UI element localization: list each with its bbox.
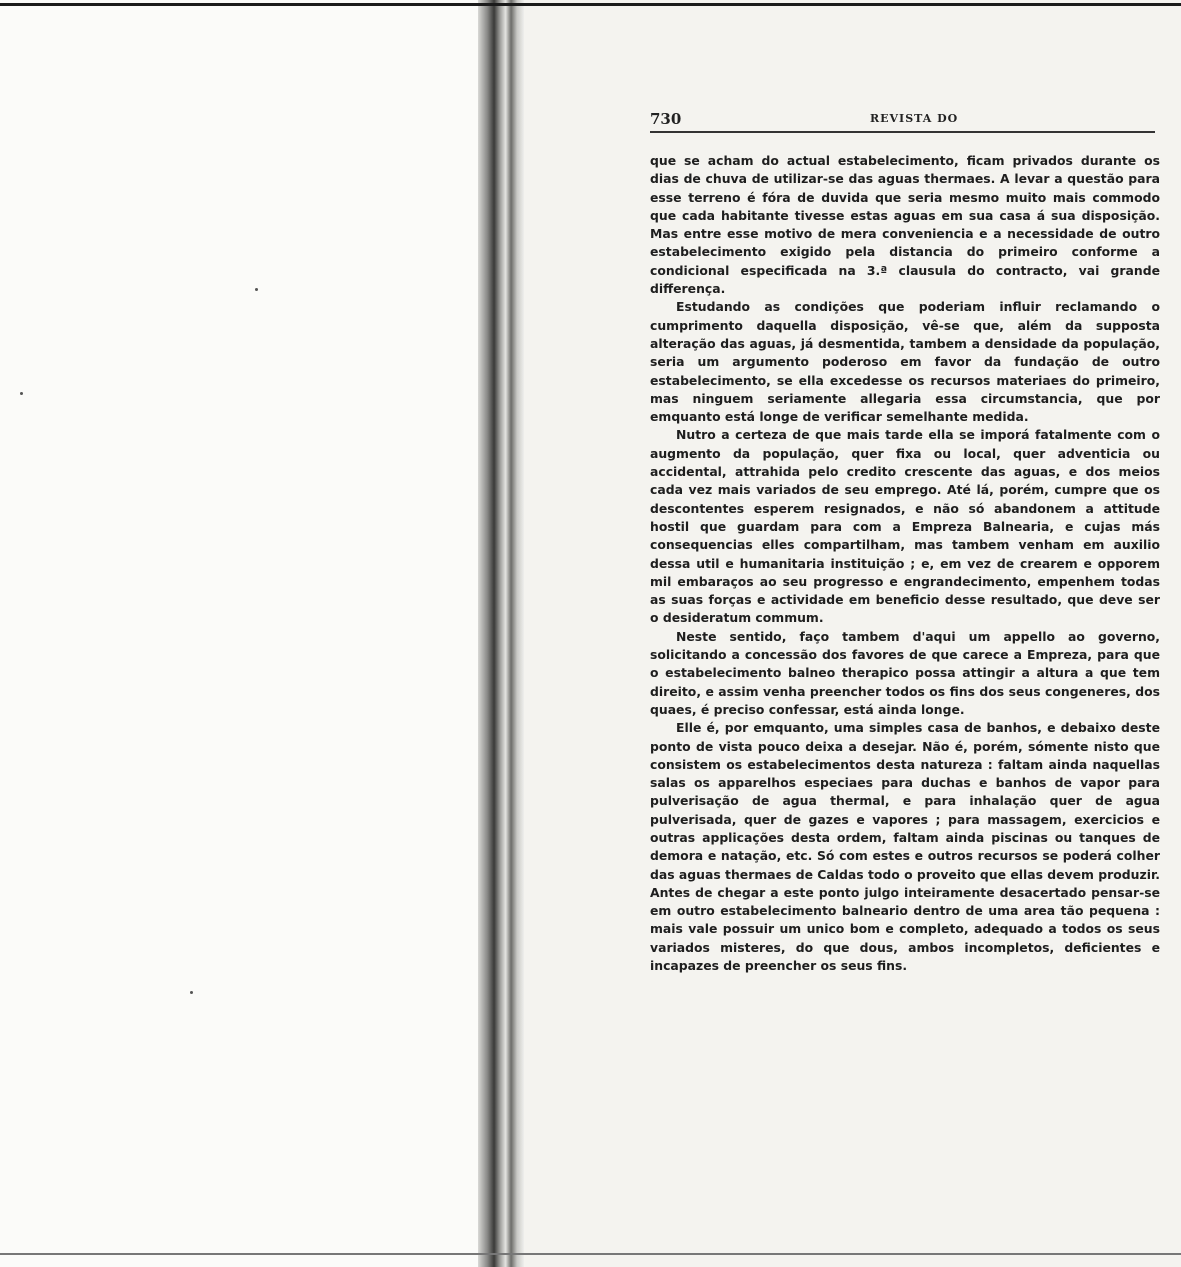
page-body (650, 152, 1160, 975)
paragraph: Elle é, por emquanto, uma simples casa de banhos, e debaixo deste ponto de vista pouco deixa a desejar. Não é, porém, sómente nisto que consistem os estabelecimentos desta natureza : faltam ainda naquellas salas os apparelhos especiaes para duchas e banhos de vapor para pulverisação de agua thermal, e para inhalação quer de agua pulverisada, quer de gazes e vapores ; para massagem, exercicios e outras applicações desta ordem, faltam ainda piscinas ou tanques de demora e natação, etc. Só com estes e outros recursos se poderá colher das aguas thermaes de Caldas todo o proveito que ellas devem produzir. Antes de chegar a este ponto julgo inteiramente desacertado pensar-se em outro estabelecimento balneario dentro de uma area tão pequena : mais vale possuir um unico bom e completo, adequado a todos os seus variados misteres, do que dous, ambos incompletos, deficientes e incapazes de preencher os seus fins. (650, 720, 1160, 974)
book-spine (478, 0, 524, 1267)
header-rule (650, 131, 1155, 133)
paper-speck (255, 288, 258, 291)
running-head: REVISTA DO (870, 112, 959, 125)
paragraph: Nutro a certeza de que mais tarde ella se imporá fatalmente com o augmento da população, quer fixa ou local, quer adventicia ou accidental, attrahida pelo credito crescente das aguas, e dos meios cada vez mais variados de seu emprego. Até lá, porém, cumpre que os descontentes esperem resignados, e não só abandonem a attitude hostil que guardam para com a Empreza Balnearia, e cujas más consequencias elles compartilham, mas tambem venham em auxilio dessa util e humanitaria instituição ; e, em vez de crearem e opporem mil embaraços ao seu progresso e engrandecimento, empenhem todas as suas forças e actividade em beneficio desse resultado, que deve ser o desideratum commum. (650, 427, 1160, 626)
paragraph: Estudando as condições que poderiam influir reclamando o cumprimento daquella disposição, vê-se que, além da supposta alteração das aguas, já desmentida, tambem a densidade da população, seria um argumento poderoso em favor da fundação de outro estabelecimento, se ella excedesse os recursos materiaes do primeiro, mas ninguem seriamente allegaria essa circumstancia, que por emquanto está longe de verificar semelhante medida. (650, 299, 1160, 425)
scan-bottom-edge (0, 1253, 1181, 1255)
blank-left-page (0, 0, 478, 1267)
page-header (650, 110, 1155, 130)
page-number: 730 (650, 110, 682, 128)
paragraph: que se acham do actual estabelecimento, ficam privados durante os dias de chuva de utilizar-se das aguas thermaes. A levar a questão para esse terreno é fóra de duvida que seria mesmo muito mais commodo que cada habitante tivesse estas aguas em sua casa á sua disposição. Mas entre esse motivo de mera conveniencia e a necessidade de outro estabelecimento exigido pela distancia do primeiro conforme a condicional especificada na 3.ª clausula do contracto, vai grande differença. (650, 153, 1160, 297)
paragraph: Neste sentido, faço tambem d'aqui um appello ao governo, solicitando a concessão dos favores de que carece a Empreza, para que o estabelecimento balneo therapico possa attingir a altura a que tem direito, e assim venha preencher todos os fins dos seus congeneres, dos quaes, é preciso confessar, está ainda longe. (650, 628, 1160, 717)
paper-speck (20, 392, 23, 395)
scan-top-edge (0, 3, 1181, 6)
paper-speck (190, 991, 193, 994)
